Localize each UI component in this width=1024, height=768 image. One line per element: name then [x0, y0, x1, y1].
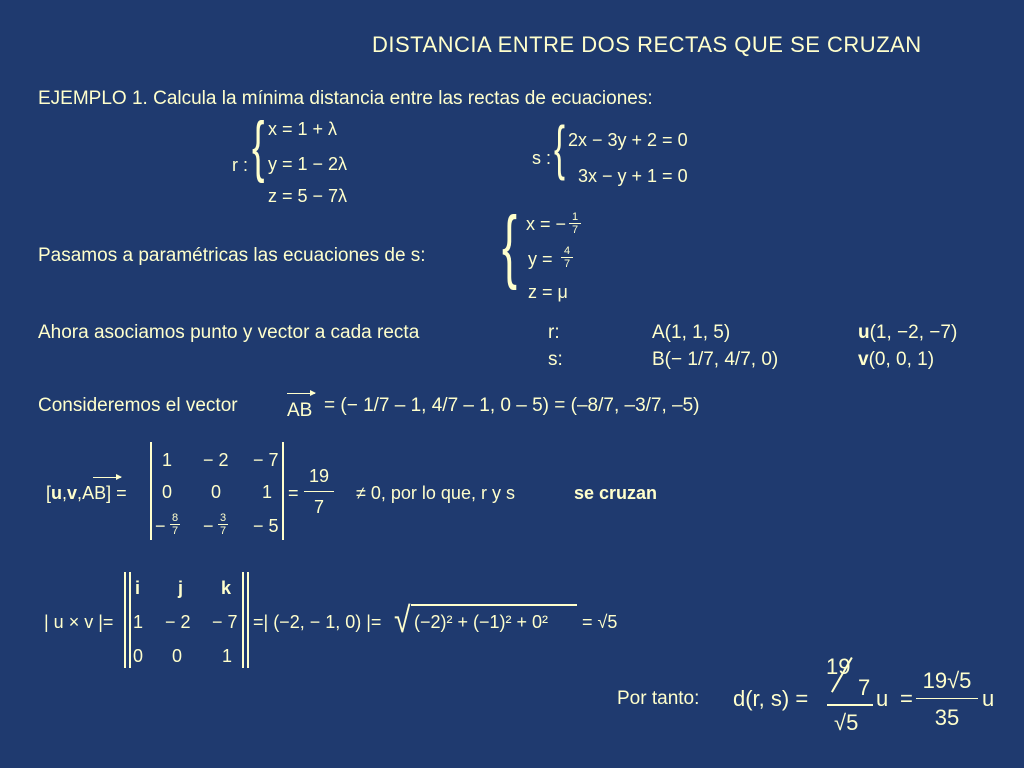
s-param-y: y = — [528, 249, 553, 269]
cross-r1c1: 1 — [133, 612, 144, 632]
final-eq: = — [900, 686, 913, 711]
det-left-bar — [150, 442, 152, 540]
det-right-bar — [282, 442, 284, 540]
det-r3c2-num: 3 — [219, 512, 227, 524]
det-r2c2: 0 — [211, 482, 222, 502]
det-r3c2-den: 7 — [219, 525, 227, 537]
cross-r2c1: 0 — [133, 646, 144, 666]
sqrt-icon: √ — [394, 600, 411, 641]
s-param-y-den: 7 — [561, 257, 573, 270]
final-num-num: 19 — [826, 654, 851, 679]
s-param-y-num: 4 — [563, 245, 571, 257]
cross-r1c3: − 7 — [212, 612, 238, 632]
vector-name: AB — [287, 400, 313, 421]
s-param-y-frac — [561, 245, 573, 270]
det-result-frac — [304, 466, 334, 518]
final-res-den: 35 — [916, 698, 978, 731]
det-lhs: [u,v,AB] = — [46, 483, 127, 503]
r-label: r : — [232, 155, 248, 175]
r-eq3: z = 5 − 7λ — [268, 186, 348, 206]
final-u2: u — [982, 686, 995, 711]
s-param-brace-icon: { — [502, 200, 518, 291]
assoc-s-vec-name: v — [858, 349, 869, 370]
assoc-s-vec: (0, 0, 1) — [868, 349, 935, 370]
s-param-x-frac — [569, 211, 581, 236]
final-den: √5 — [834, 710, 859, 735]
final-u1: u — [876, 686, 889, 711]
s-param-x-den: 7 — [569, 223, 581, 236]
det-r3c1-num: 8 — [171, 512, 179, 524]
final-res-num: 19√5 — [922, 668, 972, 693]
det-r3c2-frac — [218, 512, 228, 537]
s-param-z: z = μ — [528, 282, 568, 302]
det-lhs-close: ] = — [106, 483, 127, 503]
r-eq1: x = 1 + λ — [268, 119, 338, 139]
vector-calc: = (− 1/7 – 1, 4/7 – 1, 0 – 5) = (–8/7, –3/7, –5) — [324, 395, 700, 416]
det-arrow-icon — [93, 477, 121, 478]
assoc-r-vec-name: u — [858, 322, 870, 343]
final-d: d(r, s) = — [733, 686, 809, 711]
s-param-x-num: 1 — [571, 211, 579, 223]
det-result-num: 19 — [308, 466, 330, 486]
det-result-den: 7 — [304, 491, 334, 518]
det-r2c3: 1 — [262, 482, 273, 502]
cross-rhs: =| (−2, − 1, 0) |= — [253, 612, 382, 632]
det-r1c3: − 7 — [253, 450, 279, 470]
cross-left-bar-1 — [124, 572, 126, 668]
assoc-text: Ahora asociamos punto y vector a cada recta — [38, 322, 420, 343]
assoc-s-point: B(− 1/7, 4/7, 0) — [652, 349, 779, 370]
final-frac-line — [827, 704, 873, 706]
cross-sqrt-body: (−2)² + (−1)² + 0² — [414, 612, 549, 632]
assoc-r-point: A(1, 1, 5) — [652, 322, 731, 343]
det-lhs-open: [ — [46, 483, 52, 503]
assoc-r-vector — [858, 323, 957, 342]
det-r3c3: − 5 — [253, 516, 279, 536]
s-brace-icon: { — [554, 114, 566, 181]
s-eq2: 3x − y + 1 = 0 — [578, 166, 688, 186]
det-r1c1: 1 — [162, 450, 173, 470]
cross-right-bar-1 — [242, 572, 244, 668]
cross-r2c3: 1 — [222, 646, 233, 666]
cross-right-bar-2 — [247, 572, 249, 668]
cross-left-bar-2 — [129, 572, 131, 668]
det-r3c1-den: 7 — [171, 525, 179, 537]
final-label: Por tanto: — [617, 688, 700, 709]
cross-lhs: | u × v |= — [44, 612, 114, 632]
det-r3c1-sign: − — [155, 516, 166, 536]
det-lhs-ab: AB — [82, 483, 107, 503]
final-result-frac — [916, 668, 978, 731]
det-lhs-v: v — [67, 483, 78, 503]
det-lhs-u: u — [51, 483, 63, 503]
det-r3c2-sign: − — [203, 516, 214, 536]
det-r2c1: 0 — [162, 482, 173, 502]
s-label: s : — [532, 148, 552, 168]
det-conclusion: se cruzan — [574, 483, 658, 503]
assoc-s-vector — [858, 350, 934, 369]
param-text: Pasamos a paramétricas las ecuaciones de s: — [38, 245, 426, 266]
vector-text: Consideremos el vector — [38, 395, 238, 416]
cross-hdr-i: i — [135, 578, 141, 598]
sqrt-overline — [411, 604, 577, 606]
det-eq: = — [288, 483, 299, 503]
cross-hdr-j: j — [178, 578, 184, 598]
page-title: DISTANCIA ENTRE DOS RECTAS QUE SE CRUZAN — [372, 32, 922, 57]
s-eq1: 2x − 3y + 2 = 0 — [568, 130, 688, 150]
det-r1c2: − 2 — [203, 450, 229, 470]
cross-r2c2: 0 — [172, 646, 183, 666]
det-neq-text: ≠ 0, por lo que, r y s — [356, 483, 515, 503]
r-eq2: y = 1 − 2λ — [268, 154, 348, 174]
final-num-den: 7 — [858, 675, 871, 700]
assoc-s-label: s: — [548, 349, 563, 370]
assoc-r-vec: (1, −2, −7) — [869, 322, 958, 343]
r-brace-icon: { — [252, 108, 265, 184]
vector-arrow-icon — [287, 393, 315, 394]
det-r3c1-frac — [170, 512, 180, 537]
cross-hdr-k: k — [221, 578, 232, 598]
example-statement: EJEMPLO 1. Calcula la mínima distancia entre las rectas de ecuaciones: — [38, 88, 653, 109]
s-param-x: x = − — [526, 214, 567, 234]
cross-r1c2: − 2 — [165, 612, 191, 632]
cross-result: = √5 — [582, 612, 618, 632]
assoc-r-label: r: — [548, 322, 560, 343]
